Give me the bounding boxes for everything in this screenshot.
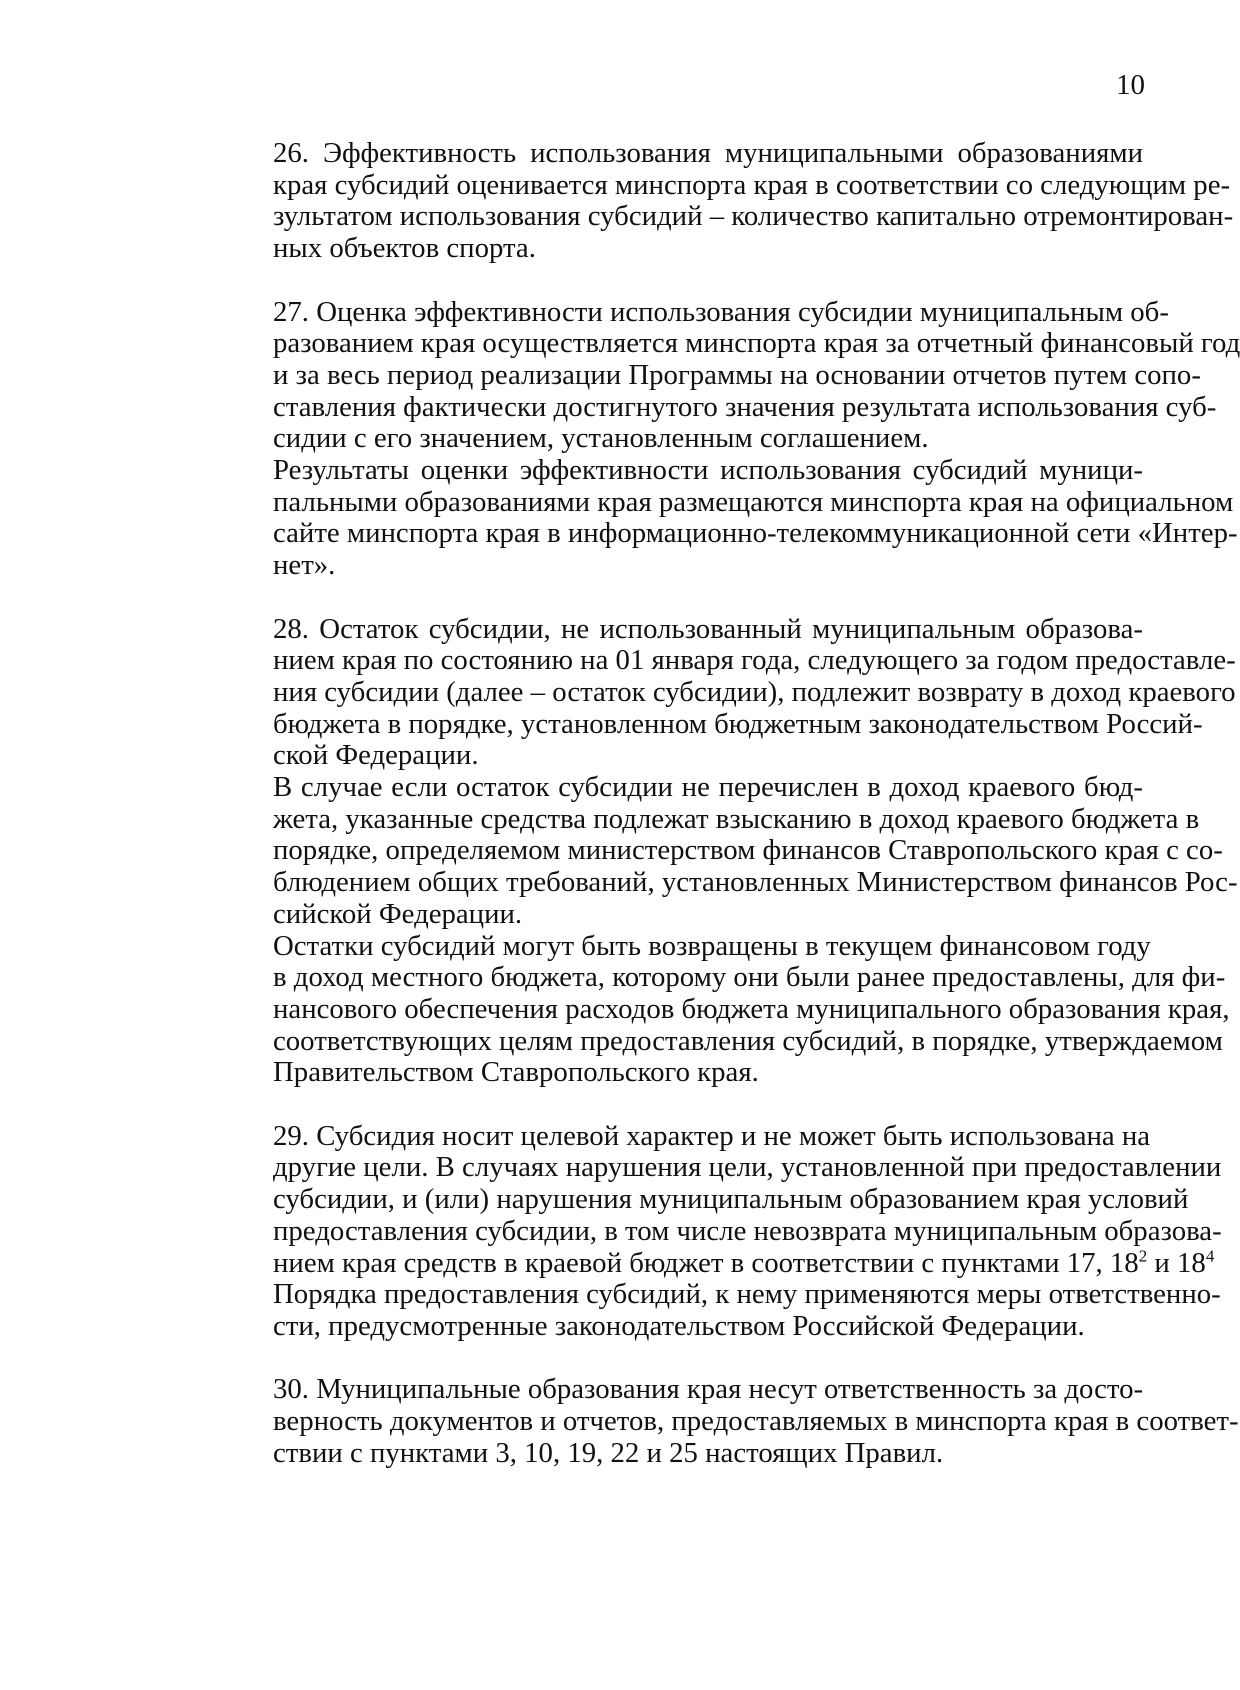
text-line: бюджета в порядке, установленном бюджетным законодательством Россий- <box>273 707 1203 740</box>
paragraph-26 <box>203 137 1234 265</box>
text-line: предоставления субсидии, в том числе невозврата муниципальным образова- <box>273 1214 1222 1247</box>
text-fragment: нием края средств в краевой бюджет в соответствии с пунктами 17, 18 <box>273 1246 1139 1279</box>
text-line: ных объектов спорта. <box>273 232 536 265</box>
text-fragment: и 18 <box>1147 1246 1206 1279</box>
text-line: сидии с его значением, установленным соглашением. <box>273 422 929 455</box>
text-line: верность документов и отчетов, предоставляемых в минспорта края в соответ- <box>273 1405 1239 1438</box>
text-line: 29. Субсидия носит целевой характер и не может быть использована на <box>273 1119 1151 1152</box>
document-body <box>203 137 1240 1469</box>
text-line: другие цели. В случаях нарушения цели, установленной при предоставлении <box>273 1151 1222 1184</box>
paragraph-27-results <box>203 454 1238 582</box>
text-line: ской Федерации. <box>273 739 479 772</box>
text-line: порядке, определяемом министерством финансов Ставропольского края с со- <box>273 834 1223 867</box>
text-line: В случае если остаток субсидии не перечислен в доход краевого бюд- <box>273 771 1143 804</box>
text-line: 26. Эффективность использования муниципальными образованиями <box>273 137 1143 169</box>
text-line: блюдением общих требований, установленных Министерством финансов Рос- <box>273 866 1238 899</box>
text-line: 30. Муниципальные образования края несут ответственность за досто- <box>273 1373 1144 1406</box>
superscript: 2 <box>1138 1245 1148 1265</box>
text-line: жета, указанные средства подлежат взысканию в доход краевого бюджета в <box>273 802 1200 835</box>
text-line: ния субсидии (далее – остаток субсидии), подлежит возврату в доход краевого <box>273 675 1236 708</box>
text-line: сти, предусмотренные законодательством Российской Федерации. <box>273 1309 1085 1342</box>
paragraph-28-case <box>203 771 1238 931</box>
page-number: 10 <box>1116 69 1145 101</box>
text-line: субсидии, и (или) нарушения муниципальным образованием края условий <box>273 1183 1189 1216</box>
text-line: зультатом использования субсидий – количество капитально отремонтирован- <box>273 200 1234 233</box>
text-line: Правительством Ставропольского края. <box>273 1056 759 1089</box>
text-line: разованием края осуществляется минспорта края за отчетный финансовый год <box>273 327 1240 360</box>
superscript: 4 <box>1205 1245 1215 1265</box>
text-line: и за весь период реализации Программы на основании отчетов путем сопо- <box>273 358 1201 391</box>
text-line: соответствующих целям предоставления субсидий, в порядке, утверждаемом <box>273 1024 1223 1057</box>
text-line: нет». <box>273 549 336 582</box>
text-line: Остатки субсидий могут быть возвращены в текущем финансовом году <box>273 929 1151 962</box>
text-line: Порядка предоставления субсидий, к нему применяются меры ответственно- <box>273 1278 1221 1311</box>
text-line: в доход местного бюджета, которому они были ранее предоставлены, для фи- <box>273 961 1226 994</box>
paragraph-29 <box>203 1119 1222 1343</box>
text-line: пальными образованиями края размещаются минспорта края на официальном <box>273 485 1234 518</box>
text-line: ставления фактически достигнутого значения результата использования суб- <box>273 390 1217 423</box>
paragraph-30 <box>203 1373 1239 1469</box>
paragraph-27 <box>203 295 1240 456</box>
text-line: Результаты оценки эффективности использования субсидий муници- <box>273 454 1143 487</box>
paragraph-28-remainders <box>203 929 1230 1090</box>
text-line: сийской Федерации. <box>273 897 523 930</box>
text-line: 27. Оценка эффективности использования субсидии муниципальным об- <box>273 295 1169 328</box>
text-line: нансового обеспечения расходов бюджета муниципального образования края, <box>273 992 1230 1025</box>
text-line: ствии с пунктами 3, 10, 19, 22 и 25 настоящих Правил. <box>273 1436 944 1469</box>
text-line: сайте минспорта края в информационно-телекоммуникационной сети «Интер- <box>273 517 1238 550</box>
text-line: края субсидий оценивается минспорта края в соответствии со следующим ре- <box>273 168 1231 201</box>
paragraph-28 <box>203 612 1236 773</box>
text-line: нием края по состоянию на 01 января года, следующего за годом предоставле- <box>273 644 1236 677</box>
text-line: 28. Остаток субсидии, не использованный муниципальным образова- <box>273 612 1143 645</box>
text-line-with-superscripts <box>203 1245 1215 1280</box>
